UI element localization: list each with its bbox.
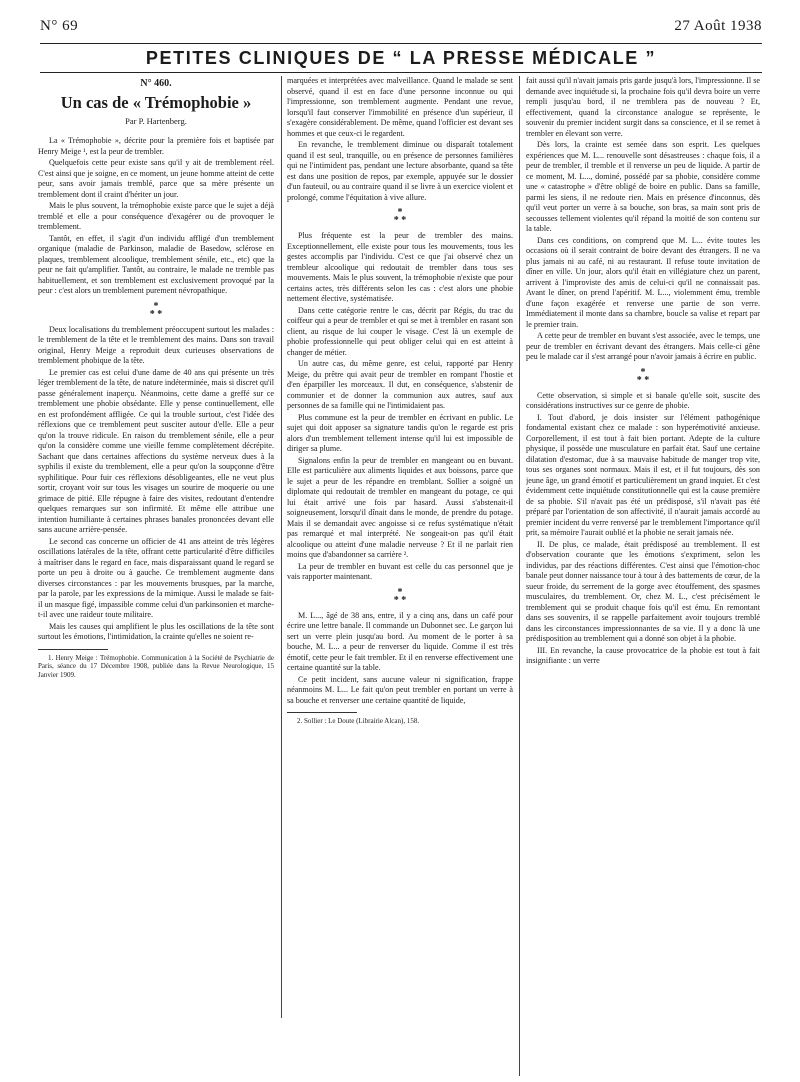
paragraph: En revanche, le tremblement diminue ou disparaît totalement quand il est seul, tranquille, ou en présence de personnes familières qui ne l'intimident pas, pendant une lecture absorbante, quand sa tête est dans une position de repos, par exemple, appuyée sur le dossier d'un fauteuil, ou au contraire quand il se livre à un exercice violent et prolongé, comme l'équitation à vive allure. (287, 140, 513, 202)
paragraph: Dès lors, la crainte est semée dans son esprit. Les quelques expériences que M. L... renouvelle sont désastreuses : chaque fois, il a peur de trembler, il tremble et il renverse un peu de liquide. A partir de ce moment, M. L..., dominé, possédé par sa phobie, considère comme une « catastrophe » d'être obligé de boire en public. Dans sa famille, parmi les siens, il ne redoute rien. Mais en présence d'inconnus, dès qu'il veut porter un verre à sa bouche, son bras, sa main sont pris de secousses tellement violentes qu'il répand la moitié de son contenu sur la table. (526, 140, 760, 233)
paragraph: M. L..., âgé de 38 ans, entre, il y a cinq ans, dans un café pour écrire une lettre banale. Il commande un Dubonnet sec. Le garçon lui sert un verre plein jusqu'au bord. Au moment de le porter à sa bouche, M. L... a peur de renverser du liquide. Comme il est très émotif, cette peur le fait trembler. Et il en renverse effectivement une certaine quantité sur la table. (287, 610, 513, 672)
paragraph: Mais le plus souvent, la trémophobie existe parce que le sujet a déjà tremblé et elle a pour conséquence d'exagérer ou de provoquer le tremblement. (38, 201, 274, 231)
column-separator (281, 76, 282, 1018)
paragraph: Plus commune est la peur de trembler en écrivant en public. Le sujet qui doit apposer sa signature tandis qu'on le regarde est pris alors d'un tremblement tellement intense qu'il lui est impossible de diriger sa plume. (287, 412, 513, 453)
footnote-rule (287, 712, 357, 713)
footnote-rule (38, 649, 108, 650)
paragraph: Ce petit incident, sans aucune valeur ni signification, frappe néanmoins M. L... Le fait qu'on peut trembler en portant un verre à sa bouche et renverser une certaine quantité de liquide, (287, 674, 513, 705)
page-header (40, 18, 762, 44)
paragraph: I. Tout d'abord, je dois insister sur l'élément pathogénique fondamental existant chez ce malade : son hyperémotivité anxieuse. Corporellement, il est tout à fait bien portant. Adepte de la culture physique, il possède une musculature en parfait état. Sauf une certaine dilatation d'estomac, due à sa mauvaise habitude de manger trop vite, tous ses organes sont normaux. Mais il est, et il fut toujours, dès son jeune âge, un grand émotif et particulièrement un grand inquiet. Et c'est évidemment cette inquiétude constitutionnelle qui est la cause première de sa phobie. S'il n'avait pas été un prédisposé, s'il n'avait pas été préparé par l'orientation de son affectivité, il n'aurait jamais accordé au premier incident du verre renversé par le tremblement l'importance qu'il prit, sa mémoire l'aurait oublié et la phobie ne serait jamais née. (526, 412, 760, 537)
article-number: N° 460. (140, 78, 172, 89)
paragraph: Plus fréquente est la peur de trembler des mains. Exceptionnellement, elle existe pour tous les mouvements, tous les gestes accomplis par l'individu. C'est ce que j'ai observé chez un trembleur alcoolique qui redoutait de trembler dans tous ses mouvements. Mais le plus souvent, la trémophobie n'existe que pour certains actes, très différents selon les cas : c'est alors une phobie nettement élective, systématisée. (287, 231, 513, 303)
paragraph: Quelquefois cette peur existe sans qu'il y ait de tremblement réel. C'est ainsi que je soigne, en ce moment, un jeune homme atteint de cette peur, sans avoir jamais tremblé, parce que sa mère présente un tremblement dont il craint d'hériter un jour. (38, 158, 274, 199)
column-3 (526, 76, 760, 1076)
paragraph: Signalons enfin la peur de trembler en mangeant ou en buvant. Elle est particulière aux aliments liquides et aux boissons, parce que le sujet a peur de les répandre en tremblant. Sollier a soigné un diplomate qui redoutait de trembler en mangeant du potage, ce qui lui était arrivé une fois par hasard. Aussi s'abstenait-il soigneusement, lorsqu'il dînait dans le monde, de prendre du potage. Mais il se demandait avec angoisse si ce refus systématique n'était pas remarqué et mal interprété. Ne songeait-on pas qu'il était alcoolique ou atteint d'une maladie nerveuse ? Et il ne parlait rien moins que d'abandonner sa carrière ². (287, 455, 513, 559)
header-rule (40, 43, 762, 44)
paragraph: Cette observation, si simple et si banale qu'elle soit, suscite des considérations instructives sur ce genre de phobie. (526, 390, 760, 410)
column-separator (519, 76, 520, 1076)
paragraph: Mais les causes qui amplifient le plus les oscillations de la tête sont surtout les émotions, l'intimidation, la crainte qu'elles ne soient re- (38, 621, 274, 641)
article-title: Un cas de « Trémophobie » (60, 92, 252, 112)
paragraph: Tantôt, en effet, il s'agit d'un individu affligé d'un tremblement organique (maladie de Parkinson, maladie de Basedow, sclérose en plaques, tremblement alcoolique, tremblement sénile, etc., etc) que la peur ne fait qu'amplifier. Tantôt, au contraire, le malade ne tremble pas habituellement, et son tremblement est exclusivement provoqué par la peur : c'est alors un tremblement purement névropathique. (38, 233, 274, 295)
paragraph: Dans cette catégorie rentre le cas, décrit par Régis, du trac du coiffeur qui a peur de trembler et qui se met à trembler en rasant son client, au risque de lui couper le visage. C'est là un exemple de phobie professionnelle qui peut obliger celui qui en est atteint à changer de métier. (287, 305, 513, 357)
section-break-asterisks: * * * (636, 366, 650, 386)
section-break-asterisks: * * * (393, 207, 407, 226)
column-1 (38, 76, 274, 1018)
paragraph: Deux localisations du tremblement préoccupent surtout les malades : le tremblement de la tête et le tremblement des mains. Dans son travail original, Henry Meige a reproduit deux curieuses observations de tremblement phobique de la tête. (38, 324, 274, 365)
footnote: 2. Sollier : Le Doute (Librairie Alcan), 158. (297, 717, 420, 725)
paragraph: fait aussi qu'il n'avait jamais pris garde jusqu'à lors, l'impressionne. Il se demande avec inquiétude si, la prochaine fois qu'il devra boire un verre rempli jusqu'au bord, il ne tremblera pas de nouveau ? Et, effectivement, quand la circonstance analogue se représente, le souvenir du premier incident surgit dans sa conscience, et il se remet à trembler en élevant son verre. (526, 76, 760, 138)
paragraph: Un autre cas, du même genre, est celui, rapporté par Henry Meige, du prêtre qui avait peur de trembler en rompant l'hostie et d'en éparpiller les morceaux. Il dut, en conséquence, s'abstenir de communier et de donner la communion aux autres, sauf aux personnes de sa famille qui ne l'intimidaient pas. (287, 359, 513, 410)
paragraph: Le second cas concerne un officier de 41 ans atteint de très légères oscillations latérales de la tête, offrant cette particularité d'être difficiles à maîtriser dans le regard en face, mais disparaissant quand le regard se porte un peu à droite ou à gauche. Ce tremblement augmente dans diverses circonstances : par les mouvements brusques, par la marche, par la parole, par les expressions de la mimique. Aussi le malade se fait-il un masque figé, impassible comme celui d'un parkinsonien et marche-t-il avec une raideur toute militaire. (38, 536, 274, 619)
paragraph: La « Trémophobie », décrite pour la première fois et baptisée par Henry Meige ¹, est la peur de trembler. (38, 136, 274, 156)
paragraph: Dans ces conditions, on comprend que M. L... évite toutes les occasions où il serait contraint de boire devant des étrangers. Il ne va plus jamais ni au café, ni au restaurant. Il refuse toute invitation de dîner en ville. Un jour, alors qu'il était en villégiature chez un parent, arrivent à l'improviste des amis de celui-ci qu'il ne connaissait pas. Avant le dîner, on prend l'apéritif. M. L..., violemment ému, tremble d'une façon exagérée et renverse une partie de son verre. Immédiatement il monte dans sa chambre, boucle sa valise et repart par le premier train. (526, 235, 760, 329)
paragraph: III. En revanche, la cause provocatrice de la phobie est tout à fait insignifiante : un verre (526, 645, 760, 665)
article-author: Par P. Hartenberg. (125, 115, 187, 126)
paragraph: marquées et interprétées avec malveillance. Quand le malade se sent observé, quand il est en face d'une personne inconnue ou qui l'impressionne, son tremblement augmente. Pendant une revue, lorsqu'il faut conserver l'immobilité en présence d'un supérieur, il s'exagère considérablement. De même, quand l'officier est devant ses hommes et que ceux-ci le regardent. (287, 76, 513, 138)
paragraph: A cette peur de trembler en buvant s'est associée, avec le temps, une peur de trembler en écrivant devant des étrangers. Mais celle-ci gêne peu le malade car il s'est arrangé pour n'avoir jamais à écrire en public. (526, 331, 760, 361)
footnote: 1. Henry Meige : Trémophobie. Communication à la Société de Psychiatrie de Paris, séance du 17 Décembre 1908, publiée dans la Revue Neurologique, 15 Janvier 1909. (38, 653, 274, 679)
title-rule (40, 72, 762, 73)
paragraph: La peur de trembler en buvant est celle du cas personnel que je vais rapporter maintenant. (287, 561, 513, 581)
paragraph: Le premier cas est celui d'une dame de 40 ans qui présente un très léger tremblement de la tête, de nature indéterminée, mais si discret qu'il passe généralement inaperçu. Néanmoins, cette dame a greffé sur ce tremblement une phobie obsédante. Elle y pense continuellement, elle en est profondément affligée. Ce qui la trouble surtout, c'est l'idée des réflexions que ce tremblement peut susciter autour d'elle. Elle a peur qu'on la trouve ridicule. En raison du tremblement sénile, elle a peur qu'on la considère comme une vieille femme complètement décrépite. Sachant que dans certaines affections du système nerveux dues à la syphilis il existe du tremblement, elle a peur qu'on la soupçonne d'être syphilitique. Pour fuir ces réflexions désobligeantes, elle ne veut plus sortir, croyant voir sur tous les visages un sourire de moquerie ou une grimace de pitié. Elle répugne à faire des visites, redoutant d'entendre quelques remarques sur son infirmité. Et même elle attribue une intention humiliante à certaines phrases banales prononcées devant elle sans aucune arrière-pensée. (38, 367, 274, 534)
issue-date: 27 Août 1938 (674, 18, 762, 34)
column-2 (287, 76, 513, 1028)
issue-number: N° 69 (40, 18, 79, 34)
section-break-asterisks: * * * (393, 586, 407, 606)
series-title: PETITES CLINIQUES DE “ LA PRESSE MÉDICALE ” (145, 48, 657, 68)
section-break-asterisks: * * * (149, 300, 163, 320)
paragraph: II. De plus, ce malade, était prédisposé au tremblement. Il est d'observation courante que les émotions s'expriment, selon les individus, par des réactions différentes. C'est ainsi que l'émotion-choc banale peut donner naissance tour à tour à des battements de cœur, de la sueur froide, du serrement de la gorge avec étouffement, des spasmes musculaires, du tremblement. Or, chez M. L., c'est précisément le tremblement qui se produit chaque fois qu'il est ému. En remontant dans ses souvenirs, il se rappelle parfaitement avoir toujours tremblé dans les circonstances impressionnantes de sa vie. Il y a donc là une prédisposition au tremblement qui a donné son objet à la phobie. (526, 539, 760, 643)
